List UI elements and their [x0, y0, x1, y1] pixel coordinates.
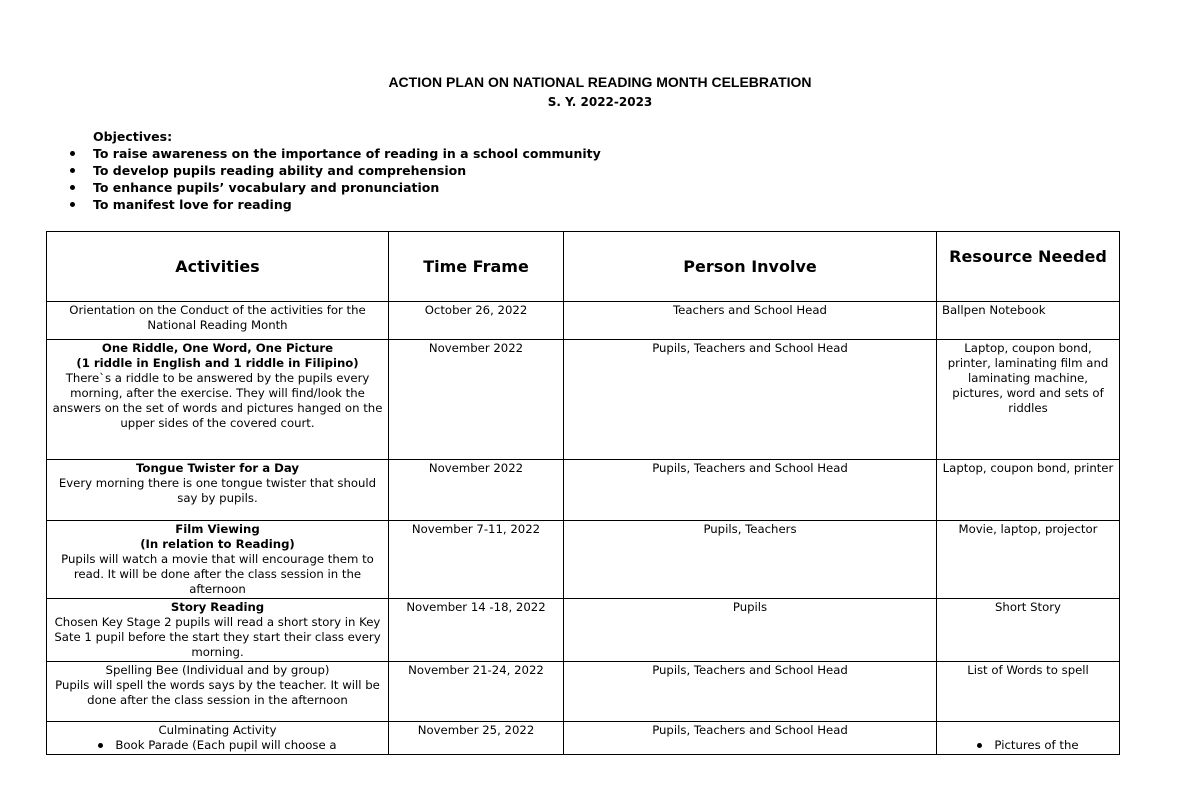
- time-cell: November 2022: [389, 460, 564, 521]
- action-plan-table: [46, 231, 1120, 755]
- activity-description: Every morning there is one tongue twister that should say by pupils.: [58, 476, 377, 505]
- resource-cell: Laptop, coupon bond, printer, laminating film and laminating machine, pictures, word and sets of riddles: [937, 340, 1120, 460]
- activity-title: Film Viewing: [175, 522, 260, 536]
- table-row: [47, 460, 1120, 521]
- objectives-list: [70, 145, 601, 213]
- person-cell: Pupils: [564, 599, 937, 662]
- activity-cell: [47, 599, 389, 662]
- bullet-icon: [977, 743, 982, 748]
- activity-title: Story Reading: [170, 600, 265, 614]
- person-cell: Pupils, Teachers and School Head: [564, 340, 937, 460]
- activity-description: Chosen Key Stage 2 pupils will read a short story in Key Sate 1 pupil before the start they start their class every morning.: [54, 615, 381, 659]
- activity-title: Spelling Bee (Individual and by group): [105, 663, 330, 677]
- activity-cell: [47, 460, 389, 521]
- resource-cell: List of Words to spell: [937, 662, 1120, 722]
- objective-item: To manifest love for reading: [70, 196, 601, 213]
- objectives-section: [70, 128, 601, 213]
- activity-description: Pupils will spell the words says by the teacher. It will be done after the class session in the afternoon: [55, 678, 380, 707]
- activity-cell: [47, 521, 389, 599]
- resource-cell: Laptop, coupon bond, printer: [937, 460, 1120, 521]
- table-header-row: [47, 232, 1120, 302]
- person-cell: Pupils, Teachers and School Head: [564, 460, 937, 521]
- activity-title: Tongue Twister for a Day: [136, 461, 299, 475]
- activity-description: There`s a riddle to be answered by the pupils every morning, after the exercise. They will find/look the answers on the set of words and pictures hanged on the upper sides of the covered court.: [52, 371, 383, 430]
- activity-cell: Orientation on the Conduct of the activities for the National Reading Month: [47, 302, 389, 340]
- activity-description: Pupils will watch a movie that will encourage them to read. It will be done after the class session in the afternoon: [61, 552, 374, 596]
- objectives-heading: Objectives:: [93, 129, 173, 144]
- objective-item: To develop pupils reading ability and comprehension: [70, 162, 601, 179]
- time-cell: November 2022: [389, 340, 564, 460]
- document-title: ACTION PLAN ON NATIONAL READING MONTH CELEBRATION: [388, 74, 812, 90]
- bullet-icon: [70, 151, 75, 156]
- activity-cell: [47, 662, 389, 722]
- table-row: [47, 340, 1120, 460]
- school-year: S. Y. 2022-2023: [547, 95, 653, 109]
- objective-item: To enhance pupils’ vocabulary and pronunciation: [70, 179, 601, 196]
- activity-title: One Riddle, One Word, One Picture: [101, 341, 334, 355]
- header-resource-needed: Resource Needed: [937, 232, 1120, 302]
- bullet-icon: [70, 185, 75, 190]
- time-cell: November 21-24, 2022: [389, 662, 564, 722]
- table-row: [47, 599, 1120, 662]
- header-person-involve: Person Involve: [564, 232, 937, 302]
- resource-cell: Short Story: [937, 599, 1120, 662]
- activity-bullet-item: Book Parade (Each pupil will choose a: [52, 738, 383, 753]
- person-cell: Pupils, Teachers and School Head: [564, 662, 937, 722]
- bullet-icon: [70, 202, 75, 207]
- activity-subtitle: (In relation to Reading): [140, 537, 295, 551]
- resource-cell: [937, 722, 1120, 755]
- table-row: [47, 302, 1120, 340]
- time-cell: November 25, 2022: [389, 722, 564, 755]
- person-cell: Pupils, Teachers and School Head: [564, 722, 937, 755]
- objective-item: To raise awareness on the importance of reading in a school community: [70, 145, 601, 162]
- person-cell: Pupils, Teachers: [564, 521, 937, 599]
- time-cell: November 7-11, 2022: [389, 521, 564, 599]
- resource-bullet-item: Pictures of the: [942, 738, 1114, 753]
- activity-title: Culminating Activity: [158, 723, 277, 737]
- bullet-icon: [98, 743, 103, 748]
- table-row: [47, 662, 1120, 722]
- time-cell: October 26, 2022: [389, 302, 564, 340]
- activity-cell: [47, 722, 389, 755]
- activity-cell: [47, 340, 389, 460]
- header-activities: Activities: [47, 232, 389, 302]
- activity-subtitle: (1 riddle in English and 1 riddle in Filipino): [76, 356, 359, 370]
- table-row: [47, 722, 1120, 755]
- table-row: [47, 521, 1120, 599]
- resource-cell: Ballpen Notebook: [937, 302, 1120, 340]
- time-cell: November 14 -18, 2022: [389, 599, 564, 662]
- person-cell: Teachers and School Head: [564, 302, 937, 340]
- resource-cell: Movie, laptop, projector: [937, 521, 1120, 599]
- header-time-frame: Time Frame: [389, 232, 564, 302]
- bullet-icon: [70, 168, 75, 173]
